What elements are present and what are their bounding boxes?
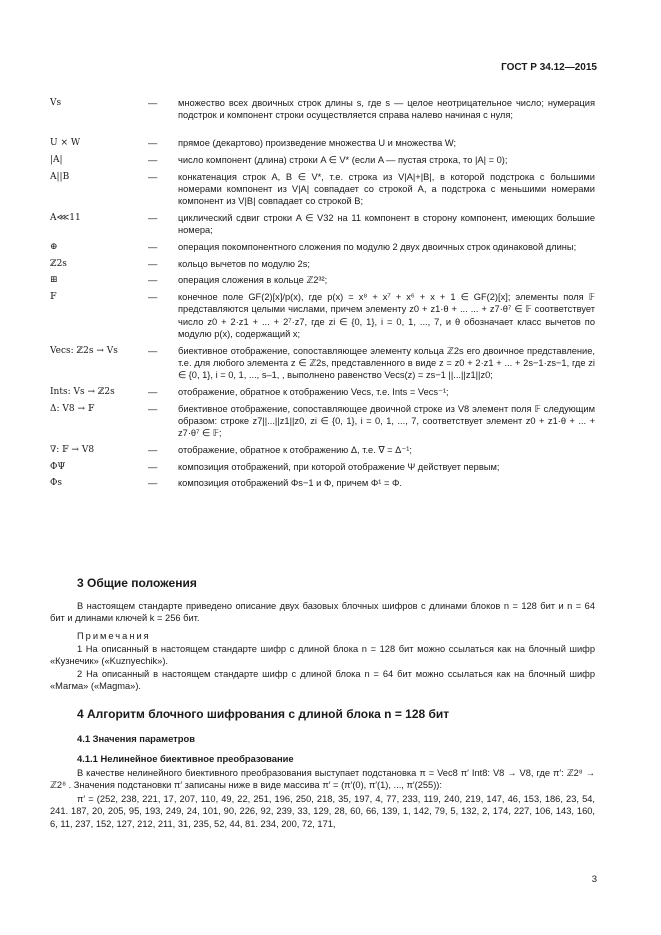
definitions-list — [50, 97, 595, 494]
definition-row: ∇: 𝔽 → V8 — отображение, обратное к отображению Δ, т.е. ∇ = Δ⁻¹; — [50, 444, 595, 456]
definition-row: ℤ2s — кольцо вычетов по модулю 2s; — [50, 258, 595, 270]
definition-term: A⋘11 — [50, 213, 81, 224]
definition-row: |A| — число компонент (длина) строки A ∈ V* (если A — пустая строка, то |A| = 0); — [50, 154, 595, 166]
definition-desc: кольцо вычетов по модулю 2s; — [178, 258, 310, 269]
definition-desc: операция сложения в кольце ℤ2³²; — [178, 275, 328, 286]
definition-term: ∇: 𝔽 → V8 — [50, 444, 95, 455]
note-1: 1 На описанный в настоящем стандарте шифр с длиной блока n = 128 бит можно ссылаться как на блочный шифр «Кузнечик» («Kuznyechik»). — [50, 644, 595, 667]
paragraph-pi-array: π′ = (252, 238, 221, 17, 207, 110, 49, 22, 251, 196, 250, 218, 35, 197, 4, 77, 233, 119, 240, 219, 147, 46, 153, 186, 23, 54, 241. 187, 20, 205, 95, 193, 249, 24, 101, 90, 226, 92, 239, 33, 129, 28, 60, 66, 139, 1, 142, 79, 5, 132, 2, 174, 227, 106, 143, 160, 6, 11, 237, 152, 127, 212, 211, 31, 235, 52, 44, 81. 234, 200, 72, 171, — [50, 794, 595, 829]
definition-row: ⊞ — операция сложения в кольце ℤ2³²; — [50, 274, 595, 286]
definition-desc: конкатенация строк A, B ∈ V*, т.е. строка из V|A|+|B|, в которой подстрока с большими номерами компонент из V|A| совпадает со строкой A, а подстрока с меньшими номерами компонент из V|B| совпадает со строкой B; — [178, 171, 595, 207]
definition-term: ΦΨ — [50, 461, 66, 472]
paragraph-substitution: В качестве нелинейного биективного преобразования выступает подстановка π = Vec8 π′ Int8: V8 → V8, где π′: ℤ2⁸ → ℤ2⁸ . Значения подстановки π′ записаны ниже в виде массива π′ = (π′(0), π′(1), ..., π′(255)): — [50, 768, 595, 791]
definition-term: |A| — [50, 155, 63, 166]
definition-term: Ints: Vs → ℤ2s — [50, 386, 115, 397]
definition-term: Vecs: ℤ2s → Vs — [50, 345, 118, 356]
definition-desc: биективное отображение, сопоставляющее двоичной строке из V8 элемент поля 𝔽 следующим образом: строке z7||...||z1||z0, zi ∈ {0, 1}, i = 0, 1, ..., 7, соответствует элемент z0 + z1·θ + ... + z7·θ⁷ ∈ 𝔽; — [178, 403, 595, 439]
definition-term: ℤ2s — [50, 258, 67, 269]
page-number: 3 — [591, 874, 597, 885]
definition-row: ⊕ — операция покомпонентного сложения по модулю 2 двух двоичных строк одинаковой длины; — [50, 241, 595, 253]
definition-desc: операция покомпонентного сложения по модулю 2 двух двоичных строк одинаковой длины; — [178, 242, 577, 253]
document-code: ГОСТ Р 34.12—2015 — [501, 62, 597, 73]
definition-row: Vs — множество всех двоичных строк длины s, где s — целое неотрицательное число; нумерация подстрок и компонент строки осуществляется справа налево начиная с нуля; — [50, 98, 595, 121]
subsection-4-1-title: 4.1 Значения параметров — [77, 733, 195, 744]
definition-row: ΦΨ — композиция отображений, при которой отображение Ψ действует первым; — [50, 461, 595, 473]
definition-row: Φs — композиция отображений Φs−1 и Φ, причем Φ¹ = Φ. — [50, 477, 595, 489]
definition-term: Φs — [50, 478, 62, 489]
definition-row: 𝔽 — конечное поле GF(2)[x]/p(x), где p(x) = x⁸ + x⁷ + x⁶ + x + 1 ∈ GF(2)[x]; элементы поля 𝔽 представляются целыми числами, причем элементу z0 + z1·θ + ... ... + z7·θ⁷ ∈ 𝔽 соответствует число z0 + 2·z1 + ... + 2⁷·z7, где zi ∈ {0, 1}, i = 0, 1, ..., 7, и θ обозначает класс вычетов по модулю p(x), содержащий x; — [50, 292, 595, 339]
definition-row: Ints: Vs → ℤ2s — отображение, обратное к отображению Vecs, т.е. Ints = Vecs⁻¹; — [50, 386, 595, 398]
definition-row: A⋘11 — циклический сдвиг строки A ∈ V32 на 11 компонент в сторону компонент, имеющих большие номера; — [50, 213, 595, 236]
section-3-text: В настоящем стандарте приведено описание двух базовых блочных шифров с длинами блоков n = 128 бит и n = 64 бит и длинами ключей k = 256 бит. — [50, 601, 595, 624]
definition-term: Vs — [50, 98, 62, 108]
definition-term: 𝔽 — [50, 292, 57, 303]
definition-desc: отображение, обратное к отображению Δ, т.е. ∇ = Δ⁻¹; — [178, 444, 412, 455]
definition-desc: множество всех двоичных строк длины s, где s — целое неотрицательное число; нумерация подстрок и компонент строки осуществляется справа налево начиная с нуля; — [178, 98, 595, 121]
definition-term: ⊞ — [50, 275, 58, 286]
definition-row: A||B — конкатенация строк A, B ∈ V*, т.е. строка из V|A|+|B|, в которой подстрока с большими номерами компонент из V|A| совпадает со строкой A, а подстрока с меньшими номерами компонент из V|B| совпадает со строкой B; — [50, 171, 595, 207]
definition-desc: прямое (декартово) произведение множества U и множества W; — [178, 138, 457, 149]
definition-desc: циклический сдвиг строки A ∈ V32 на 11 компонент в сторону компонент, имеющих большие номера; — [178, 213, 595, 236]
definition-desc: конечное поле GF(2)[x]/p(x), где p(x) = x⁸ + x⁷ + x⁶ + x + 1 ∈ GF(2)[x]; элементы поля 𝔽 представляются целыми числами, причем элементу z0 + z1·θ + ... ... + z7·θ⁷ ∈ 𝔽 соответствует число z0 + 2·z1 + ... + 2⁷·z7, где zi ∈ {0, 1}, i = 0, 1, ..., 7, и θ обозначает класс вычетов по модулю p(x), содержащий x; — [178, 292, 595, 339]
note-2: 2 На описанный в настоящем стандарте шифр с длиной блока n = 64 бит можно ссылаться как на блочный шифр «Магма» («Magma»). — [50, 669, 595, 692]
definition-term: A||B — [50, 171, 70, 182]
definition-row: Vecs: ℤ2s → Vs — биективное отображение, сопоставляющее элементу кольца ℤ2s его двоичное представление, т.е. для любого элемента z ∈ ℤ2s, представленного в виде z = z0 + 2·z1 + ... + 2s−1·zs−1, где zi ∈ {0, 1}, i = 0, 1, ..., s–1, , выполнено равенство Vecs(z) = zs−1 ||...||z1||z0; — [50, 345, 595, 381]
definition-term: U × W — [50, 138, 81, 149]
definition-desc: композиция отображений Φs−1 и Φ, причем Φ¹ = Φ. — [178, 478, 402, 489]
definition-desc: число компонент (длина) строки A ∈ V* (если A — пустая строка, то |A| = 0); — [178, 155, 508, 166]
definition-row: Δ: V8 → 𝔽 — биективное отображение, сопоставляющее двоичной строке из V8 элемент поля 𝔽 следующим образом: строке z7||...||z1||z0, zi ∈ {0, 1}, i = 0, 1, ..., 7, соответствует элемент z0 + z1·θ + ... + z7·θ⁷ ∈ 𝔽; — [50, 403, 595, 439]
definition-row: U × W — прямое (декартово) произведение множества U и множества W; — [50, 137, 595, 149]
definition-term: ⊕ — [50, 242, 58, 253]
notes-label: Примечания — [77, 631, 151, 641]
definition-desc: биективное отображение, сопоставляющее элементу кольца ℤ2s его двоичное представление, т.е. для любого элемента z ∈ ℤ2s, представленного в виде z = z0 + 2·z1 + ... + 2s−1·zs−1, где zi ∈ {0, 1}, i = 0, 1, ..., s–1, , выполнено равенство Vecs(z) = zs−1 ||...||z1||z0; — [178, 345, 595, 381]
section-3-title: 3 Общие положения — [77, 576, 197, 590]
definition-desc: композиция отображений, при которой отображение Ψ действует первым; — [178, 461, 500, 472]
section-4-title: 4 Алгоритм блочного шифрования с длиной блока n = 128 бит — [77, 707, 450, 721]
subsection-4-1-1-title: 4.1.1 Нелинейное биективное преобразование — [77, 753, 294, 764]
definition-term: Δ: V8 → 𝔽 — [50, 403, 95, 414]
definition-desc: отображение, обратное к отображению Vecs, т.е. Ints = Vecs⁻¹; — [178, 386, 449, 397]
